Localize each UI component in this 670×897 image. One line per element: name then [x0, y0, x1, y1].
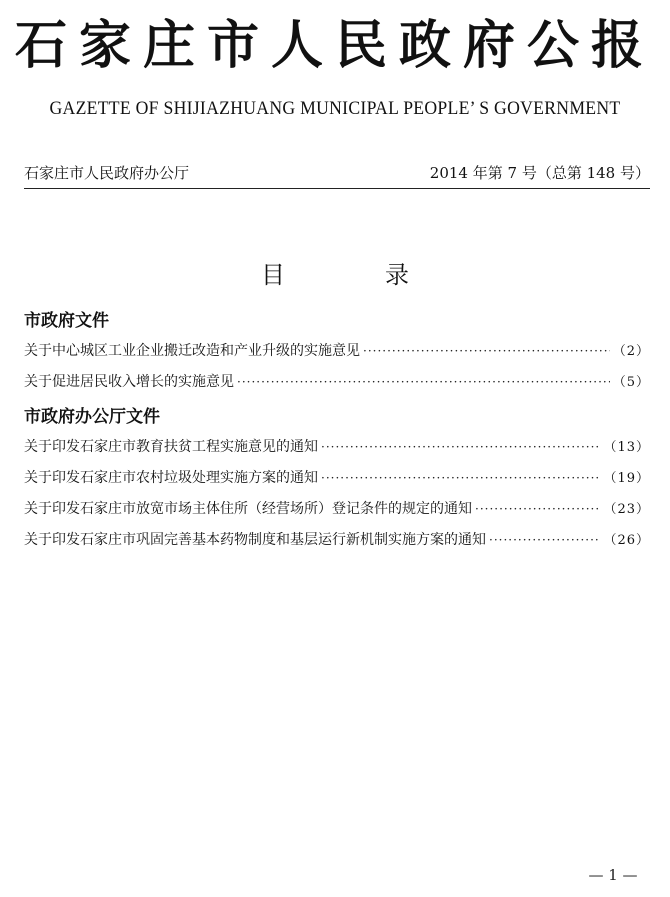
toc-entry[interactable]	[24, 367, 650, 398]
entry-page: （5）	[612, 375, 650, 390]
publisher-label: 石家庄市人民政府办公厅	[24, 163, 190, 182]
entry-page: （19）	[603, 471, 650, 486]
section-heading: 市政府办公厅文件	[24, 407, 160, 427]
leader-dots	[237, 367, 610, 398]
leader-dots	[475, 494, 600, 525]
entry-title: 关于印发石家庄市农村垃圾处理实施方案的通知	[24, 470, 318, 486]
header-divider	[24, 188, 650, 189]
issue-meta-row	[24, 160, 650, 184]
leader-dots	[321, 432, 600, 463]
entry-title: 关于印发石家庄市巩固完善基本药物制度和基层运行新机制实施方案的通知	[24, 532, 486, 548]
leader-dots	[363, 336, 610, 367]
toc-entry[interactable]	[24, 463, 650, 494]
toc-title: 目 录	[261, 261, 447, 289]
entry-page: （23）	[603, 502, 650, 517]
entry-title: 关于印发石家庄市教育扶贫工程实施意见的通知	[24, 439, 318, 455]
toc-section-municipal-gov-docs	[24, 308, 650, 398]
page-number: — 1 —	[588, 866, 638, 884]
leader-dots	[321, 463, 600, 494]
issue-number: 2014 年第 7 号（总第 148 号）	[429, 163, 650, 182]
toc-entry[interactable]	[24, 336, 650, 367]
entry-page: （2）	[612, 344, 650, 359]
leader-dots	[489, 525, 600, 556]
gazette-english-subtitle: GAZETTE OF SHIJIAZHUANG MUNICIPAL PEOPLE’ S GOVERNMENT	[49, 98, 621, 119]
entry-title: 关于促进居民收入增长的实施意见	[24, 374, 234, 390]
entry-page: （13）	[603, 440, 650, 455]
entry-page: （26）	[603, 533, 650, 548]
section-heading: 市政府文件	[24, 311, 109, 331]
toc-section-general-office-docs	[24, 404, 650, 556]
toc-entry[interactable]	[24, 432, 650, 463]
toc-entry[interactable]	[24, 525, 650, 556]
entry-title: 关于中心城区工业企业搬迁改造和产业升级的实施意见	[24, 343, 360, 359]
gazette-masthead: 石家庄市人民政府公报	[14, 16, 655, 76]
entry-title: 关于印发石家庄市放宽市场主体住所（经营场所）登记条件的规定的通知	[24, 501, 472, 517]
toc-entry[interactable]	[24, 494, 650, 525]
